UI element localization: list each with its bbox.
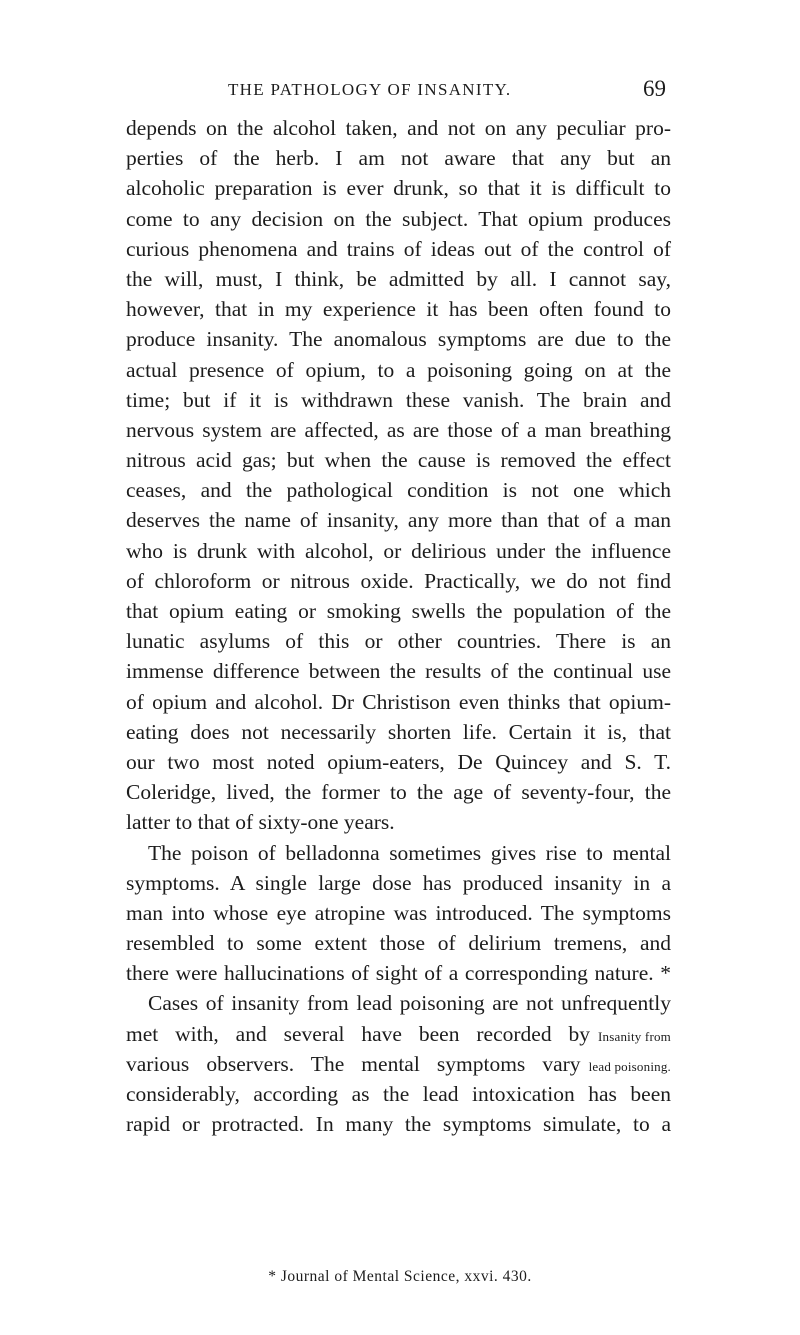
- text-line-main: met with, and several have been recorded by: [126, 1021, 590, 1046]
- text-line: considerably, according as the lead intoxication has been: [126, 1082, 671, 1106]
- running-head: [126, 76, 666, 110]
- text-line: depends on the alcohol taken, and not on any peculiar pro-: [126, 116, 671, 140]
- text-line: who is drunk with alcohol, or delirious under the influence: [126, 538, 671, 563]
- text-line: deserves the name of insanity, any more than that of a man: [126, 508, 671, 533]
- text-line: of opium and alcohol. Dr Christison even thinks that opium-: [126, 689, 671, 714]
- text-line: there were hallucinations of sight of a corresponding nature. *: [126, 961, 671, 986]
- text-line: man into whose eye atropine was introduced. The symptoms: [126, 900, 671, 925]
- text-line: rapid or protracted. In many the symptoms simulate, to a: [126, 1112, 671, 1137]
- text-line: nitrous acid gas; but when the cause is removed the effect: [126, 448, 671, 473]
- body-text: [126, 113, 671, 1139]
- text-line: eating does not necessarily shorten life. Certain it is, that: [126, 719, 671, 744]
- text-line: immense difference between the results of the continual use: [126, 659, 671, 684]
- text-line: symptoms. A single large dose has produced insanity in a: [126, 870, 671, 895]
- text-line: [126, 1019, 671, 1049]
- text-line: alcoholic preparation is ever drunk, so that it is difficult to: [126, 176, 671, 201]
- text-line: Coleridge, lived, the former to the age of seventy-four, the: [126, 780, 671, 805]
- text-line: ceases, and the pathological condition is not one which: [126, 478, 671, 503]
- text-line: our two most noted opium-eaters, De Quincey and S. T.: [126, 749, 671, 774]
- text-line: that opium eating or smoking swells the population of the: [126, 599, 671, 623]
- text-line: nervous system are affected, as are those of a man breathing: [126, 417, 671, 442]
- text-line: perties of the herb. I am not aware that any but an: [126, 146, 671, 171]
- page-number: 69: [643, 76, 666, 101]
- text-line: resembled to some extent those of delirium tremens, and: [126, 931, 671, 956]
- text-line: The poison of belladonna sometimes gives rise to mental: [148, 840, 671, 865]
- margin-note-line: lead poisoning.: [588, 1058, 671, 1074]
- text-line: actual presence of opium, to a poisoning going on at the: [126, 357, 671, 382]
- running-title: THE PATHOLOGY OF INSANITY.: [228, 80, 512, 99]
- text-line: [126, 1049, 671, 1079]
- text-line: produce insanity. The anomalous symptoms are due to the: [126, 327, 671, 352]
- text-line: latter to that of sixty-one years.: [126, 810, 395, 835]
- text-line: lunatic asylums of this or other countries. There is an: [126, 629, 671, 654]
- margin-note-line: Insanity from: [597, 1028, 671, 1044]
- text-line: Cases of insanity from lead poisoning are not unfrequently: [148, 991, 671, 1016]
- text-line: however, that in my experience it has been often found to: [126, 297, 671, 322]
- text-line: come to any decision on the subject. That opium produces: [126, 206, 671, 231]
- footnote: * Journal of Mental Science, xxvi. 430.: [268, 1268, 532, 1285]
- text-line-main: various observers. The mental symptoms vary: [126, 1051, 581, 1076]
- text-line: time; but if it is withdrawn these vanish. The brain and: [126, 387, 671, 412]
- text-line: of chloroform or nitrous oxide. Practically, we do not find: [126, 568, 671, 593]
- text-line: curious phenomena and trains of ideas out of the control of: [126, 236, 671, 261]
- text-line: the will, must, I think, be admitted by all. I cannot say,: [126, 266, 671, 291]
